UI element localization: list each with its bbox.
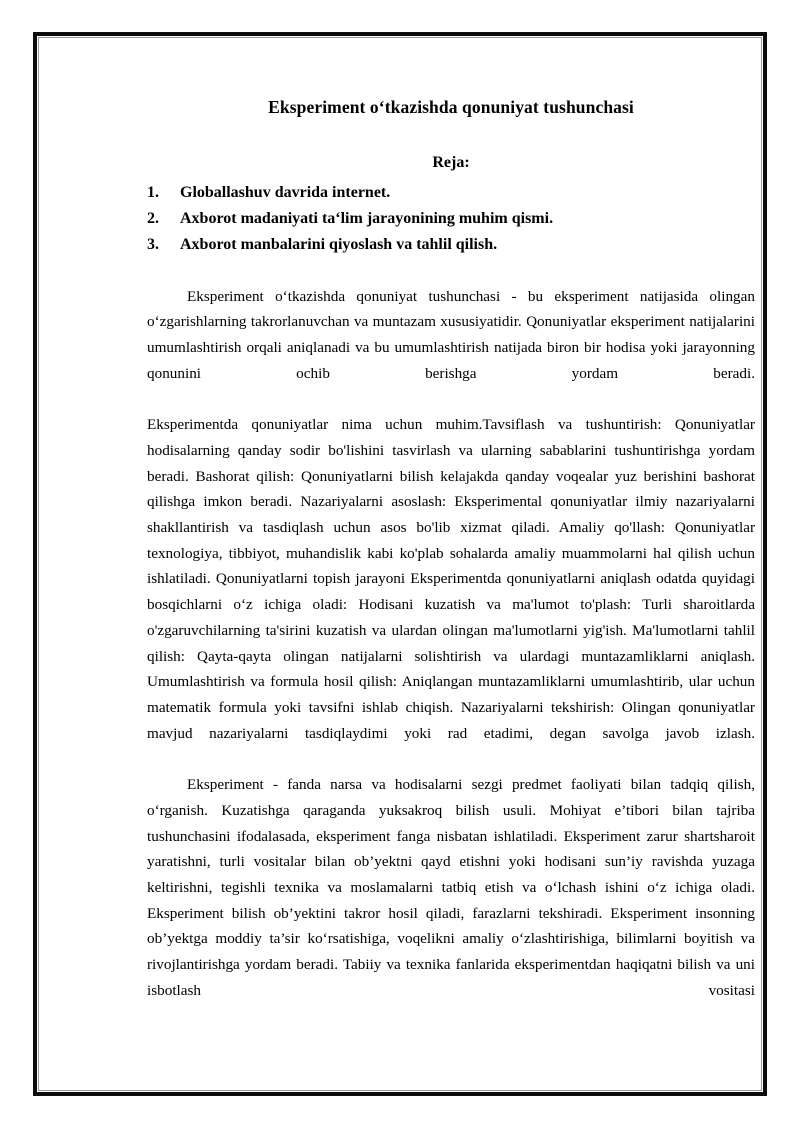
body-paragraph-3: Eksperiment - fanda narsa va hodisalarni sezgi predmet faoliyati bilan tadqiq qilish, o‘rganish. Kuzatishga qaraganda yuksakroq bilish usuli. Mohiyat e’tibori bilan tajriba tushunchasini ifodalasada, eksperiment fanga nisbatan ishlatiladi. Eksperiment zarur shartsharoit yaratishni, turli vositalar bilan ob’yektni qayd etishni yoki hodisani sun’iy ravishda yuzaga keltirishni, tegishli texnika va moslamalarni tatbiq etish va o‘lchash ishini o‘z ichiga oladi. Eksperiment bilish ob’yektini takror hosil qiladi, farazlarni tekshiradi. Eksperiment insonning ob’yektga moddiy ta’sir ko‘rsatishiga, voqelikni amaliy o‘zlashtirishiga, bilimlarni boyitish va rivojlantirishga yordam beradi. Tabiiy va texnika fanlarida eksperimentdan haqiqatni bilish va uni isbotlash vositasi bbox=[147, 776, 755, 999]
list-item bbox=[147, 180, 755, 206]
page-title: Eksperiment o‘tkazishda qonuniyat tushunchasi bbox=[268, 97, 634, 117]
list-item-label: Axborot madaniyati ta‘lim jarayonining muhim qismi. bbox=[180, 209, 554, 227]
body-paragraph-2: Eksperimentda qonuniyatlar nima uchun muhim.Tavsiflash va tushuntirish: Qonuniyatlar hodisalarning qanday sodir bo'lishini tasvirlash va ularning sabablarini tushuntirishga yordam beradi. Bashorat qilish: Qonuniyatlarni bilish kelajakda qanday voqealar yuz berishini bashorat qilishga imkon beradi. Nazariyalarni asoslash: Eksperimental qonuniyatlar ilmiy nazariyalarni shakllantirish va tasdiqlash uchun asos bo'lib xizmat qiladi. Amaliy qo'llash: Qonuniyatlar texnologiya, tibbiyot, muhandislik kabi ko'plab sohalarda amaliy muammolarni hal qilish uchun ishlatiladi. Qonuniyatlarni topish jarayoni Eksperimentda qonuniyatlarni aniqlash odatda quyidagi bosqichlarni o‘z ichiga oladi: Hodisani kuzatish va ma'lumot to'plash: Turli sharoitlarda o'zgaruvchilarning ta'sirini kuzatish va ulardan olingan ma'lumotlarni yig'ish. Ma'lumotlarni tahlil qilish: Qayta-qayta olingan natijalarni solishtirish va ulardagi muntazamliklarni aniqlash. Umumlashtirish va formula hosil qilish: Aniqlangan muntazamliklarni umumlashtirib, ular uchun matematik formula yoki tavsifni ishlab chiqish. Nazariyalarni tekshirish: Olingan qonuniyatlar mavjud nazariyalarni tasdiqlaydimi yoki rad etadimi, degan savolga javob izlash. bbox=[147, 416, 755, 742]
list-item bbox=[147, 232, 755, 258]
plan-list bbox=[147, 180, 755, 258]
list-item bbox=[147, 206, 755, 232]
body-paragraph-1: Eksperiment o‘tkazishda qonuniyat tushunchasi - bu eksperiment natijasida olingan o‘zgarishlarning takrorlanuvchan va muntazam xususiyatidir. Qonuniyatlar eksperiment natijalarini umumlashtirish orqali aniqlanadi va bu umumlashtirish natijada biron bir hodisa yoki jarayonning qonunini ochib berishga yordam beradi. bbox=[147, 287, 755, 382]
page-border-frame bbox=[33, 32, 767, 1096]
list-item-number: 2. bbox=[147, 209, 159, 227]
plan-heading: Reja: bbox=[432, 153, 470, 171]
document-content bbox=[147, 96, 755, 1029]
list-item-number: 3. bbox=[147, 235, 159, 253]
list-item-label: Globallashuv davrida internet. bbox=[180, 184, 391, 202]
list-item-number: 1. bbox=[147, 184, 159, 202]
document-body bbox=[147, 258, 755, 1029]
list-item-label: Axborot manbalarini qiyoslash va tahlil qilish. bbox=[180, 235, 498, 253]
